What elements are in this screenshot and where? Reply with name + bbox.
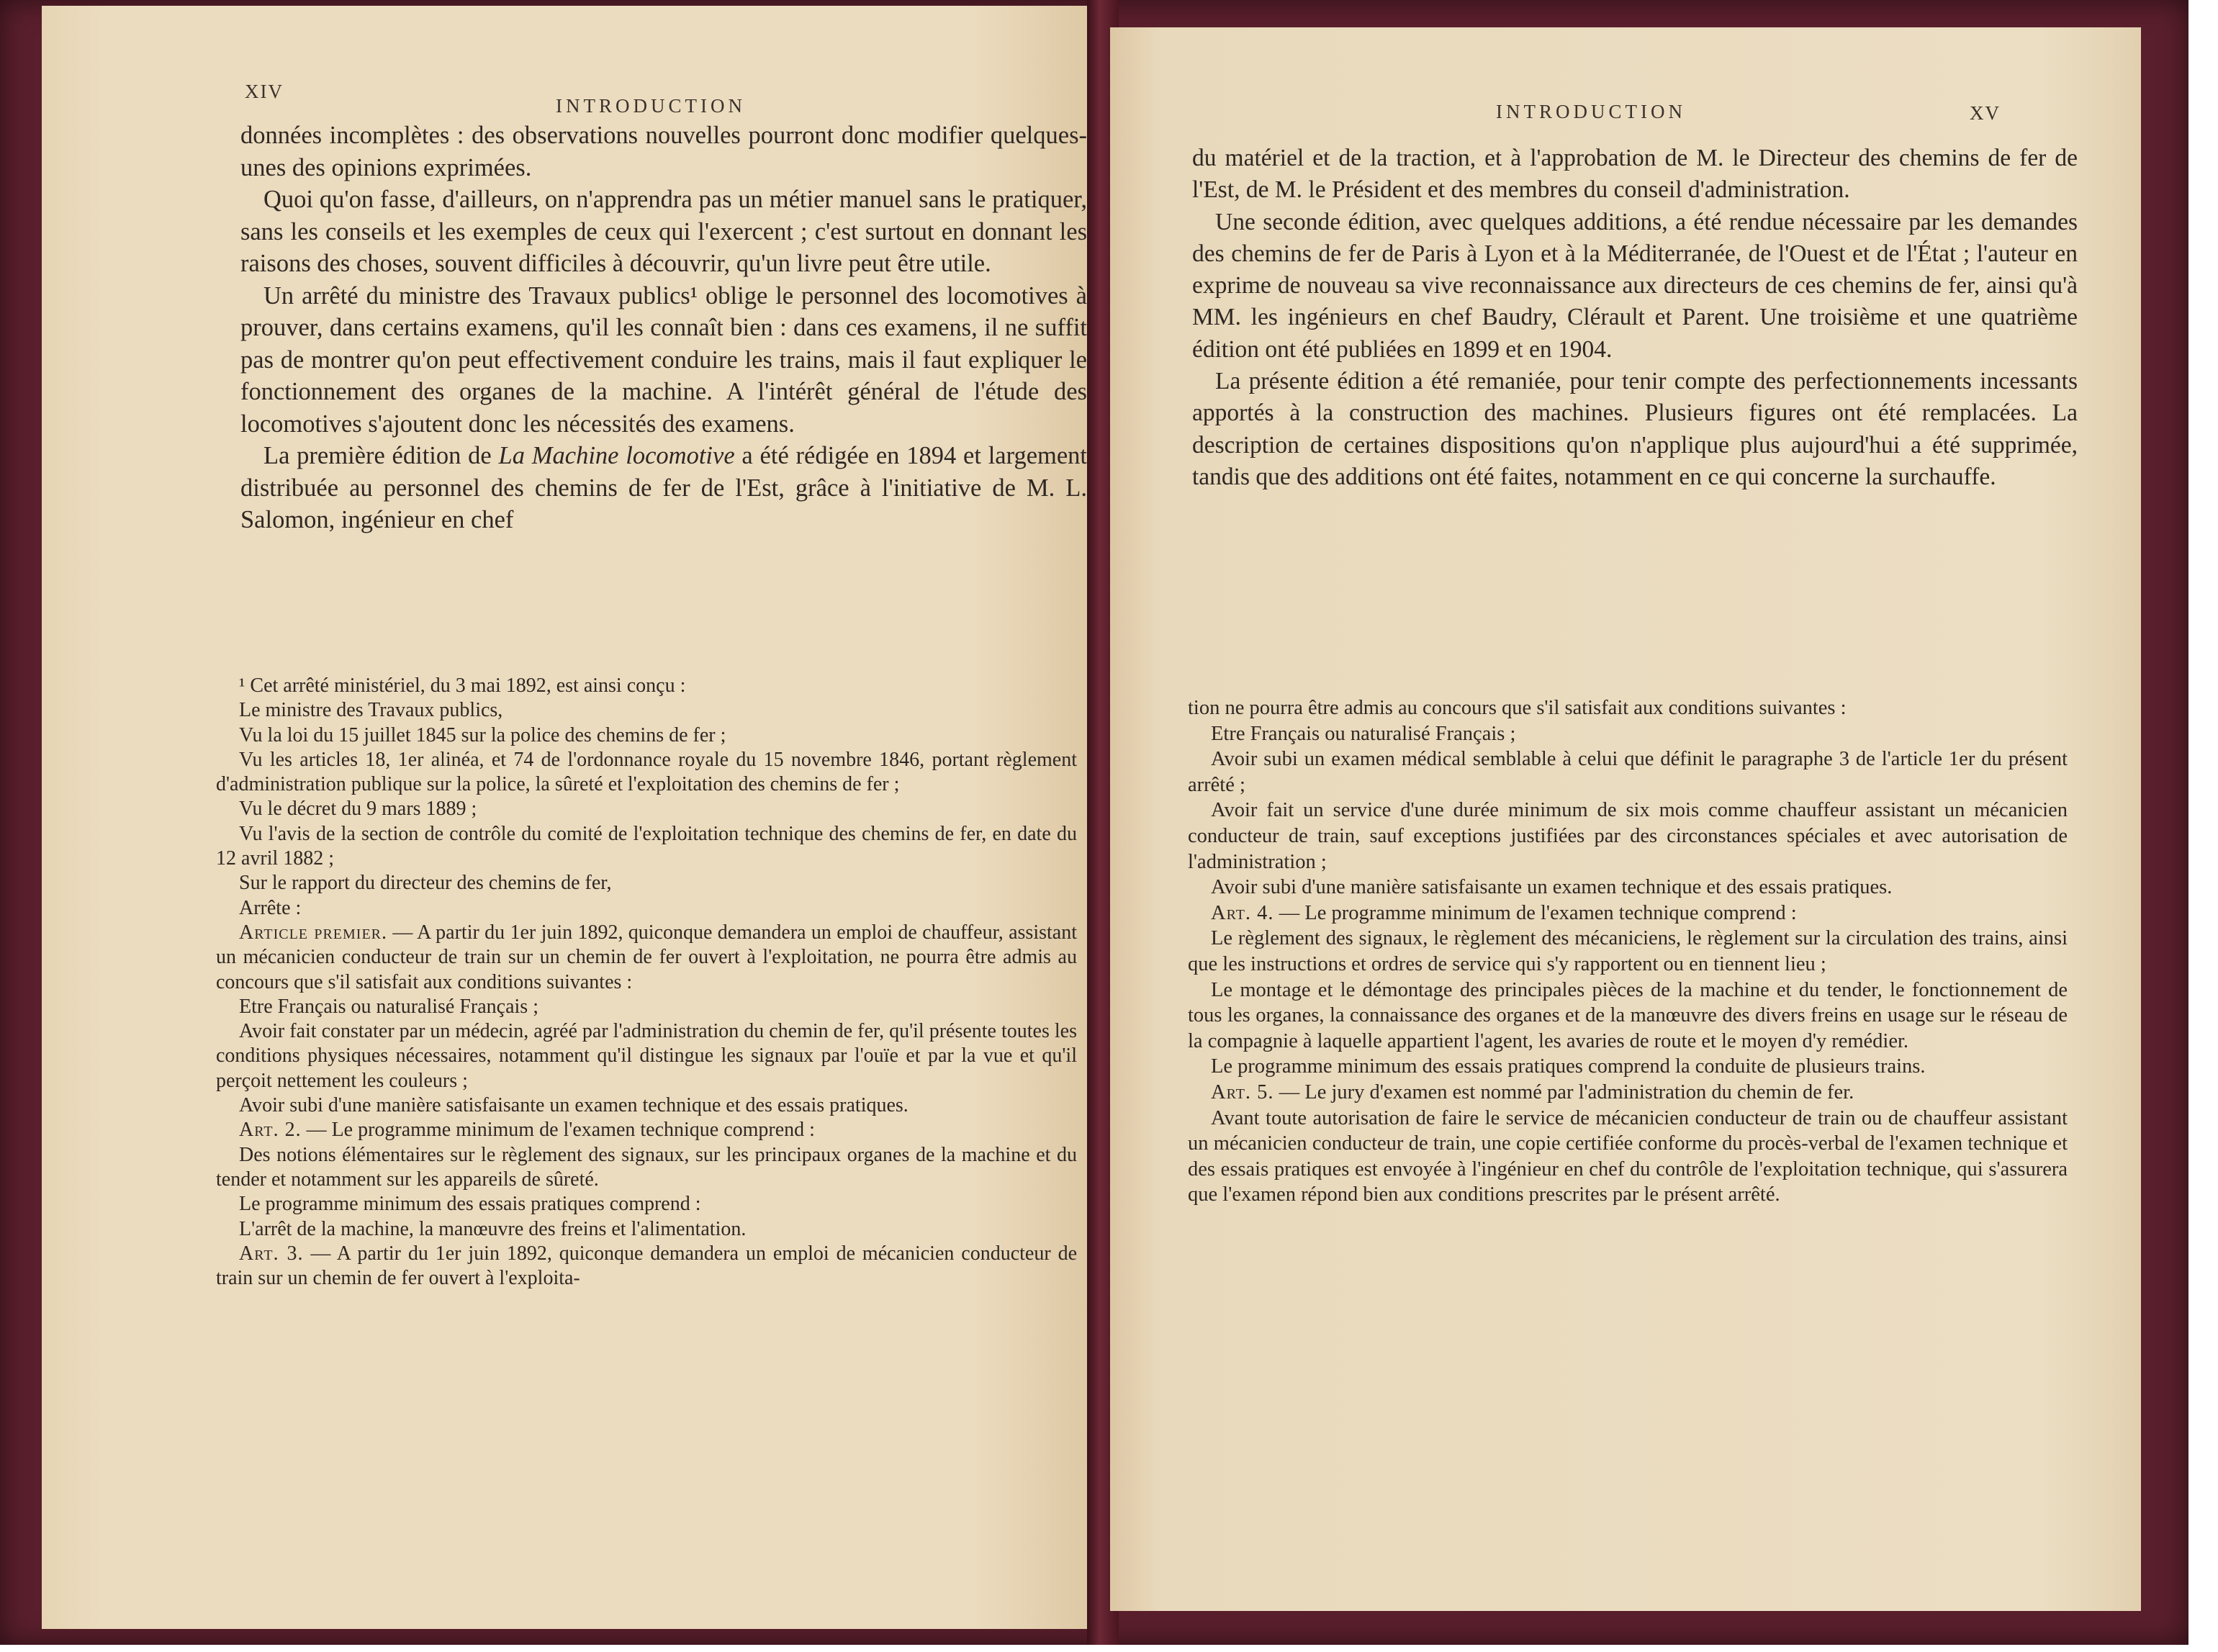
closing-paragraph: Avant toute autorisation de faire le service de mécanicien conducteur de train ou de chauffeur assistant un mécanicien conducteur de train, une copie certifiée conforme du procès-verbal de l'examen technique et des essais pratiques est envoyée à l'ingénieur en chef du contrôle de l'exploitation technique, qui s'assurera que l'examen répond bien aux conditions prescrites par le présent arrêté. xyxy=(1188,1106,2068,1206)
right-page xyxy=(1110,27,2141,1611)
running-head: INTRODUCTION xyxy=(556,95,746,117)
running-head: INTRODUCTION xyxy=(1496,101,1686,122)
article-5 xyxy=(1188,1080,2068,1106)
left-page xyxy=(42,6,1096,1629)
article-item: Le montage et le démontage des principales pièces de la machine et du tender, le fonctionnement de tous les organes, la connaissance des organes et de la manœuvre des divers freins en usage sur le réseau de la compagnie à laquelle appartient l'agent, les avaries de route et le moyen d'y remédier. xyxy=(1188,978,2068,1052)
article-item: Avoir fait constater par un médecin, agréé par l'administration du chemin de fer, qu'il présente toutes les conditions physiques nécessaires, notamment qu'il distingue les signaux par l'ouïe et par la vue et qu'il perçoit nettement les couleurs ; xyxy=(216,1020,1077,1092)
paragraph: Une seconde édition, avec quelques additions, a été rendue nécessaire par les demandes des chemins de fer de Paris à Lyon et à la Méditerranée, de l'Ouest et de l'État ; l'auteur en exprime de nouveau sa vive reconnaissance aux directeurs de ces chemins de fer, ainsi qu'à MM. les ingénieurs en chef Baudry, Clérault et Parent. Une troisième et une quatrième édition ont été publiées en 1899 et en 1904. xyxy=(1192,208,2078,363)
footnote-line: Arrête : xyxy=(239,896,302,919)
article-item: Le règlement des signaux, le règlement des mécaniciens, le règlement sur la circulation des trains, ainsi que les instructions et ordres de service qui s'y rapportent ou en tiennent lieu ; xyxy=(1188,927,2068,975)
footnotes xyxy=(216,674,1077,1291)
footnote-line: Avoir fait un service d'une durée minimum de six mois comme chauffeur assistant un mécanicien conducteur de train, sauf exceptions justifiées par des circonstances spéciales et avec autorisation de l'administration ; xyxy=(1188,799,2068,873)
footnote-line: Vu le décret du 9 mars 1889 ; xyxy=(239,798,477,821)
article-label: Art. 4. xyxy=(1211,901,1274,924)
paragraph: du matériel et de la traction, et à l'approbation de M. le Directeur des chemins de fer de l'Est, de M. le Président et des membres du conseil d'administration. xyxy=(1192,145,2078,204)
article-label: Article premier. xyxy=(239,921,388,944)
paragraph-text: La première édition de xyxy=(263,442,499,469)
article-item: Des notions élémentaires sur le règlement des signaux, sur les principaux organes de la machine et du tender et notamment sur les appareils de sûreté. xyxy=(216,1143,1077,1191)
article-text: — Le programme minimum de l'examen technique comprend : xyxy=(301,1119,815,1142)
article-label: Art. 5. xyxy=(1211,1080,1274,1103)
page-number: XIV xyxy=(245,81,284,102)
footnote-line: Sur le rapport du directeur des chemins de fer, xyxy=(239,872,612,895)
article-2 xyxy=(216,1118,1077,1142)
main-text xyxy=(240,119,1087,536)
paragraph: La présente édition a été remaniée, pour tenir compte des perfectionnements incessants apportés à la construction des machines. Plusieurs figures ont été remplacées. La description de certaines dispositions qu'on n'applique plus aujourd'hui a été supprimée, tandis que des additions ont été faites, notamment en ce qui concerne la surchauffe. xyxy=(1192,368,2078,490)
footnotes xyxy=(1188,695,2068,1208)
footnote-line: Etre Français ou naturalisé Français ; xyxy=(1211,722,1516,745)
footnote-line: Le ministre des Travaux publics, xyxy=(239,699,503,722)
article-label: Art. 2. xyxy=(239,1119,302,1142)
paragraph: Quoi qu'on fasse, d'ailleurs, on n'apprendra pas un métier manuel sans le pratiquer, sans les conseils et les exemples de ceux qui l'exercent ; c'est surtout en donnant les raisons des choses, souvent difficiles à découvrir, qu'un livre peut être utile. xyxy=(240,186,1087,277)
article-item: Le programme minimum des essais pratiques comprend la conduite de plusieurs trains. xyxy=(1211,1055,1926,1078)
paragraph-text: a été rédigée en 1894 et largement distribuée au personnel des chemins de fer de l'Est, grâce à l'initiative de M. L. Salomon, ingénieur en chef xyxy=(240,442,1088,533)
article-item: L'arrêt de la machine, la manœuvre des freins et l'alimentation. xyxy=(239,1217,747,1240)
paragraph: Un arrêté du ministre des Travaux publics¹ oblige le personnel des locomotives à prouver, dans certains examens, qu'il les connaît bien : dans ces examens, il ne suffit pas de montrer qu'on peut effectivement conduire les trains, mais il faut expliquer le fonctionnement des organes de la machine. A l'intérêt général de l'étude des locomotives s'ajoutent donc les nécessités des examens. xyxy=(240,281,1087,438)
article-item: Etre Français ou naturalisé Français ; xyxy=(239,995,538,1018)
article-text: — A partir du 1er juin 1892, quiconque demandera un emploi de chauffeur, assistant un mécanicien conducteur de train sur un chemin de fer ouvert à l'exploitation, ne pourra être admis au concours que s'il satisfait aux conditions suivantes : xyxy=(216,921,1077,993)
footnote-line: tion ne pourra être admis au concours que s'il satisfait aux conditions suivantes : xyxy=(1188,697,1847,719)
article-3 xyxy=(216,1242,1077,1291)
footnote-line: Vu l'avis de la section de contrôle du comité de l'exploitation technique des chemins de fer, en date du 12 avril 1882 ; xyxy=(216,822,1077,870)
book-title: La Machine locomotive xyxy=(498,442,735,469)
article-1 xyxy=(216,921,1077,995)
paragraph xyxy=(240,440,1087,536)
paragraph: données incomplètes : des observations nouvelles pourront donc modifier quelques-unes des opinions exprimées. xyxy=(240,122,1087,181)
article-text: — Le programme minimum de l'examen technique comprend : xyxy=(1273,901,1797,924)
article-label: Art. 3. xyxy=(239,1242,304,1265)
article-text: — A partir du 1er juin 1892, quiconque demandera un emploi de mécanicien conducteur de train sur un chemin de fer ouvert à l'exploita- xyxy=(216,1242,1077,1290)
article-text: — Le jury d'examen est nommé par l'administration du chemin de fer. xyxy=(1273,1080,1854,1103)
article-item: Avoir subi d'une manière satisfaisante un examen technique et des essais pratiques. xyxy=(239,1094,909,1117)
footnote-line: Avoir subi d'une manière satisfaisante un examen technique et des essais pratiques. xyxy=(1211,876,1893,899)
page-number: XV xyxy=(1970,102,2001,124)
article-item: Le programme minimum des essais pratiques comprend : xyxy=(239,1193,701,1216)
main-text xyxy=(1192,143,2078,493)
footnote-line: Vu la loi du 15 juillet 1845 sur la police des chemins de fer ; xyxy=(239,723,726,746)
footnote-line: ¹ Cet arrêté ministériel, du 3 mai 1892, est ainsi conçu : xyxy=(239,674,686,697)
article-4 xyxy=(1188,901,2068,926)
footnote-line: Avoir subi un examen médical semblable à celui que définit le paragraphe 3 de l'article 1er du présent arrêté ; xyxy=(1188,748,2068,796)
footnote-line: Vu les articles 18, 1er alinéa, et 74 de l'ordonnance royale du 15 novembre 1846, portant règlement d'administration publique sur la police, la sûreté et l'exploitation des chemins de fer ; xyxy=(216,748,1077,796)
